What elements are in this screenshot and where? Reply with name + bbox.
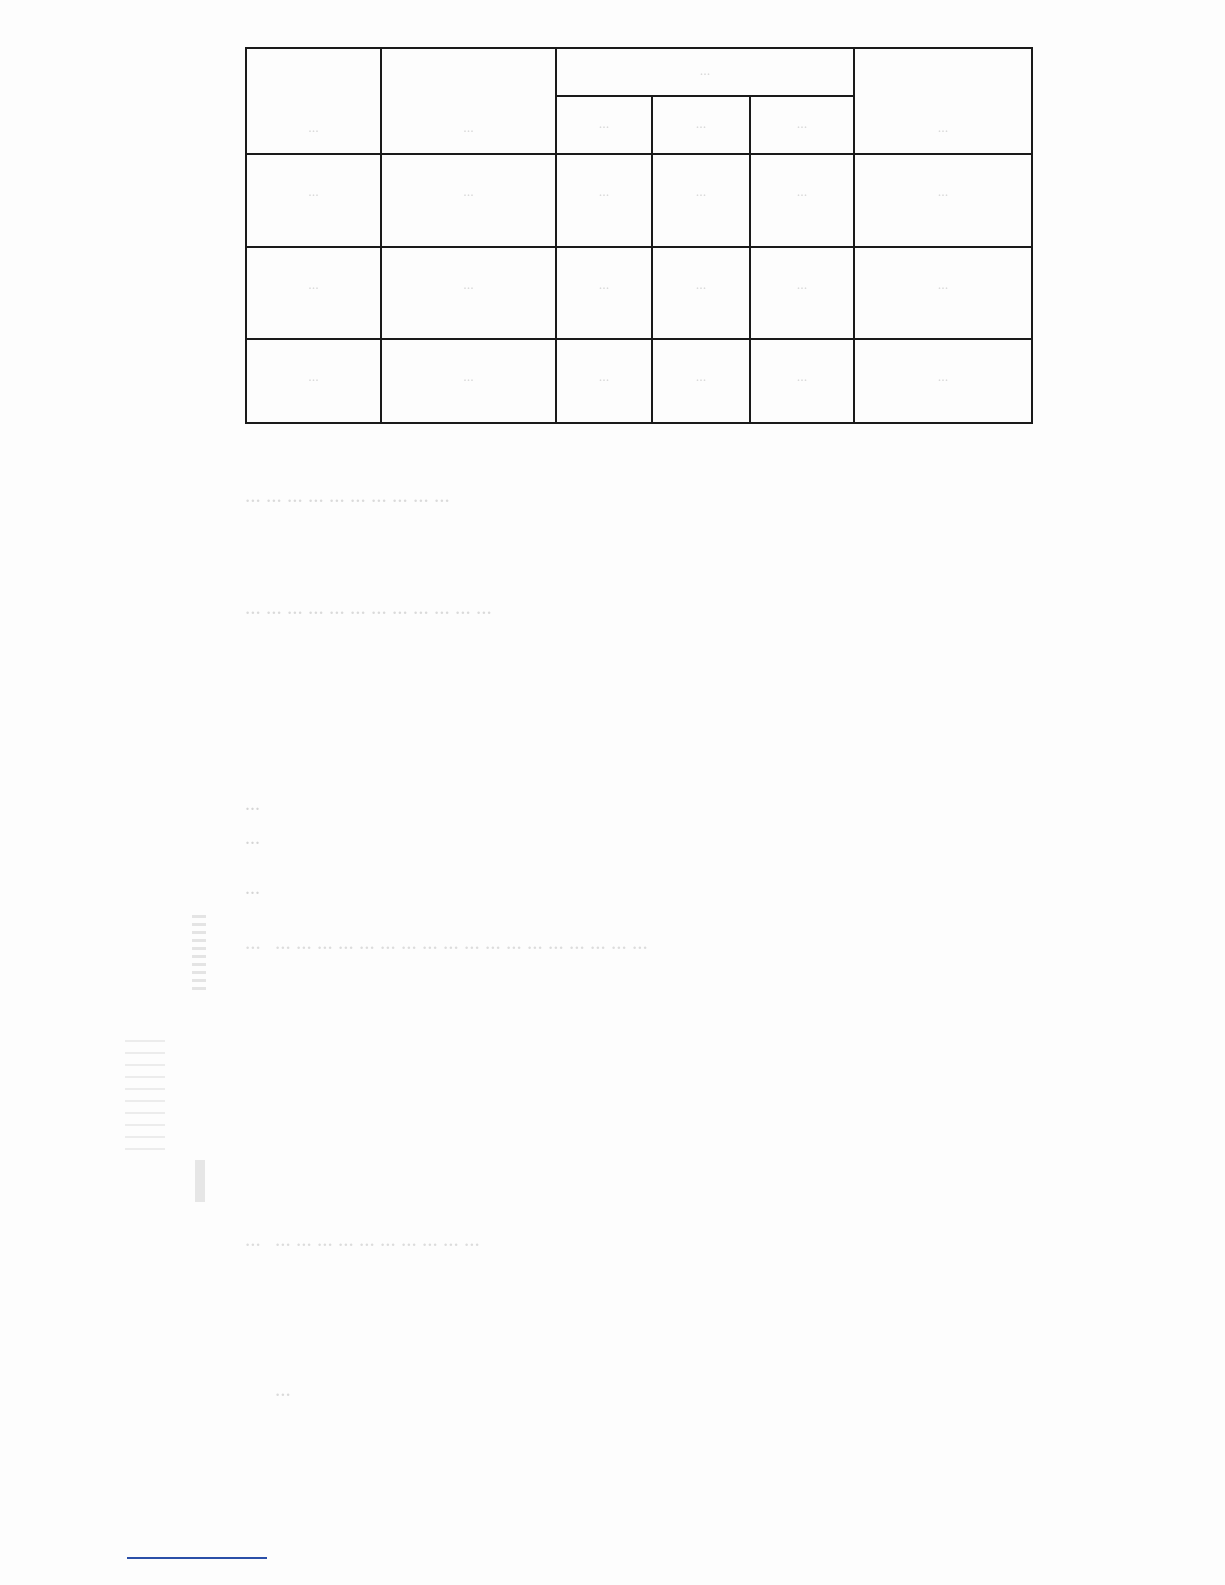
table-row [246, 154, 1032, 247]
margin-mark [125, 1040, 165, 1160]
table-row [246, 339, 1032, 423]
table-cell: ... [750, 339, 854, 423]
section-subheading: ... [245, 827, 260, 849]
margin-mark [192, 915, 206, 990]
footnote-rule [127, 1557, 267, 1559]
paragraph: ... ... ... ... ... ... ... ... ... ... ... ... [245, 595, 492, 619]
table-cell: ... [556, 154, 652, 247]
table-cell: ... [854, 339, 1032, 423]
table-cell: ... [556, 247, 652, 339]
table-cell: ... [750, 247, 854, 339]
table-header-cell: ... [381, 48, 556, 154]
data-table [245, 47, 1033, 424]
table-cell: ... [854, 154, 1032, 247]
table-cell: ... [750, 154, 854, 247]
table-header-cell: ... [854, 48, 1032, 154]
table-cell: ... [652, 154, 750, 247]
table-row [246, 247, 1032, 339]
table-subheader-cell: ... [652, 96, 750, 154]
list-item-number: ... [245, 930, 261, 954]
paragraph: ... ... ... ... ... ... ... ... ... ... [245, 483, 450, 507]
margin-mark [195, 1160, 205, 1202]
table-cell: ... [381, 339, 556, 423]
table-cell: ... [246, 247, 381, 339]
table-cell: ... [246, 154, 381, 247]
table-cell: ... [854, 247, 1032, 339]
table-header-cell: ... [246, 48, 381, 154]
section-heading: ... [245, 793, 260, 815]
table-cell: ... [652, 247, 750, 339]
table-cell: ... [381, 247, 556, 339]
table-cell: ... [556, 339, 652, 423]
closing-paragraph: ... [275, 1377, 291, 1401]
list-item-text: ... ... ... ... ... ... ... ... ... ... ... ... ... ... ... ... ... ... [275, 930, 648, 954]
table-subheader-cell: ... [556, 96, 652, 154]
list-item [245, 1222, 1030, 1257]
table-cell: ... [246, 339, 381, 423]
table-header-group: ... [556, 48, 854, 96]
list-item-text: ... ... ... ... ... ... ... ... ... ... [275, 1227, 480, 1251]
table-cell: ... [381, 154, 556, 247]
table-cell: ... [652, 339, 750, 423]
list-item-number: ... [245, 1227, 261, 1251]
section-lead: ... [245, 877, 260, 899]
list-item [245, 925, 1030, 960]
table-subheader-cell: ... [750, 96, 854, 154]
